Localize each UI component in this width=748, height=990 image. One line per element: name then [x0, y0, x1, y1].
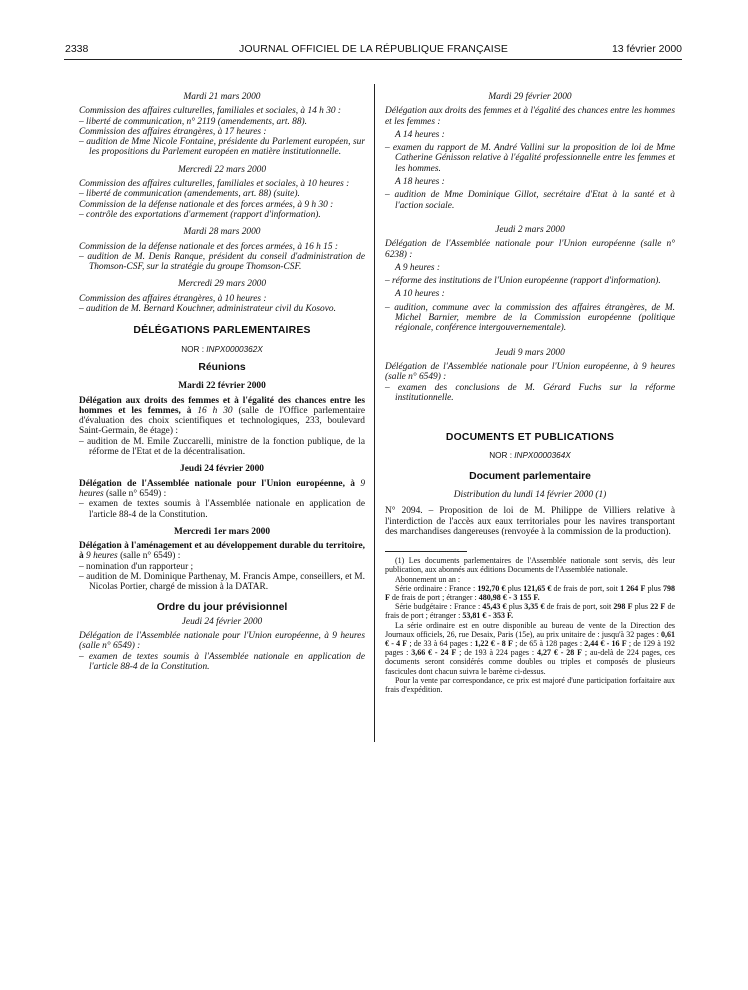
agenda-item: – liberté de communication, n° 2119 (amendements, art. 88).	[79, 116, 308, 127]
date-heading: Mardi 29 février 2000	[488, 92, 572, 102]
time-label: A 10 heures :	[395, 289, 445, 300]
date-heading: Jeudi 2 mars 2000	[495, 224, 565, 235]
date-heading: Jeudi 9 mars 2000	[495, 347, 565, 358]
meeting-item: – nomination d'un rapporteur ;	[79, 561, 194, 572]
section-title: DÉLÉGATIONS PARLEMENTAIRES	[133, 325, 311, 337]
nor-label: NOR :	[181, 344, 204, 354]
agenda-entry: Délégation de l'Assemblée nationale pour l'Union européenne, à 9 heures (salle n° 6549) :	[385, 361, 675, 383]
meeting-entry: Délégation aux droits des femmes et à l'égalité des chances entre les hommes et les femmes, à 16 h 30 (salle de l'Office parlementaire d'évaluation des choix scientifiques et technologiques, 233, boulevard Saint-Germain, 8e étage) :	[79, 395, 366, 437]
agenda-item: – liberté de communication (amendements, art. 88) (suite).	[79, 189, 300, 200]
agenda-item: – audition de Mme Dominique Gillot, secrétaire d'Etat à la santé et à l'action sociale.	[385, 190, 675, 211]
date-heading: Mardi 21 mars 2000	[183, 92, 261, 102]
nor-reference	[79, 345, 365, 355]
agenda-entry: Commission des affaires étrangères, à 17 heures :	[79, 126, 267, 137]
date-heading: Mardi 28 mars 2000	[183, 227, 261, 238]
time-label: A 9 heures :	[395, 262, 441, 273]
nor-code: INPX0000364X	[514, 451, 571, 461]
meeting-item: – audition de M. Emile Zuccarelli, ministre de la fonction publique, de la réforme de l'Etat et de la décentralisation.	[79, 436, 365, 458]
right-column	[385, 92, 675, 694]
agenda-entry: Commission de la défense nationale et des forces armées, à 9 h 30 :	[79, 199, 334, 210]
agenda-item: – examen des conclusions de M. Gérard Fuchs sur la réforme institutionnelle.	[385, 382, 675, 403]
date-heading: Mercredi 1er mars 2000	[173, 526, 271, 537]
date-heading: Mercredi 29 mars 2000	[177, 279, 267, 290]
distribution-date: Distribution du lundi 14 février 2000 (1)	[453, 490, 607, 501]
footnote-text: Abonnement un an :	[395, 574, 461, 584]
meeting-item: – examen de textes soumis à l'Assemblée nationale en application de l'article 88-4 de la Constitution.	[79, 499, 365, 520]
subsection-title: Ordre du jour prévisionnel	[156, 601, 288, 613]
section-title: DOCUMENTS ET PUBLICATIONS	[445, 432, 615, 444]
agenda-item: – examen de textes soumis à l'Assemblée nationale en application de l'article 88-4 de la Constitution.	[79, 651, 365, 673]
footnote-text: Pour la vente par correspondance, ce prix est majoré d'une participation forfaitaire aux frais d'expédition.	[385, 675, 675, 695]
time-label: A 18 heures :	[395, 177, 445, 188]
header-rule	[64, 59, 682, 60]
agenda-item: – audition, commune avec la commission des affaires étrangères, de M. Michel Barnier, membre de la Commission européenne (politique régionale, conférence intergouvernementale).	[385, 302, 675, 334]
agenda-entry: Commission des affaires étrangères, à 10 heures :	[79, 293, 267, 304]
agenda-entry: Commission des affaires culturelles, familiales et sociales, à 10 heures :	[79, 179, 350, 190]
subsection-title: Réunions	[198, 361, 246, 373]
footnote-rule	[385, 551, 467, 552]
date-heading: Jeudi 24 février 2000	[181, 616, 263, 627]
agenda-item: – audition de Mme Nicole Fontaine, présidente du Parlement européen, sur les propositions du Parlement européen en matière institutionnelle.	[79, 137, 365, 158]
footnote	[385, 556, 675, 694]
agenda-item: – réforme des institutions de l'Union européenne (rapport d'information).	[385, 276, 661, 287]
agenda-entry: Délégation de l'Assemblée nationale pour l'Union européenne, à 9 heures (salle n° 6549) :	[79, 631, 365, 652]
date-heading: Jeudi 24 février 2000	[180, 464, 264, 475]
nor-reference	[385, 451, 675, 461]
meeting-entry: Délégation à l'aménagement et au développement durable du territoire, à 9 heures (salle n° 6549) :	[79, 541, 365, 562]
subsection-title: Document parlementaire	[469, 470, 591, 482]
date-heading: Mardi 22 février 2000	[178, 381, 266, 392]
journal-title: JOURNAL OFFICIEL DE LA RÉPUBLIQUE FRANÇAISE	[239, 43, 508, 55]
agenda-entry: Commission de la défense nationale et des forces armées, à 16 h 15 :	[79, 241, 338, 252]
document-entry: N° 2094. – Proposition de loi de M. Philippe de Villiers relative à l'interdiction de l'accès aux eaux territoriales pour les navires transportant des marchandises dangereuses (renvoyée à la commission de la production).	[385, 506, 675, 537]
page-header	[65, 43, 682, 59]
date-heading: Mercredi 22 mars 2000	[177, 164, 267, 175]
column-divider	[374, 84, 375, 742]
agenda-item: – audition de M. Denis Ranque, président du conseil d'administration de Thomson-CSF, sur la stratégie du groupe Thomson-CSF.	[79, 251, 365, 273]
agenda-item: – audition de M. Bernard Kouchner, administrateur civil du Kosovo.	[79, 304, 336, 315]
agenda-entry: Délégation aux droits des femmes et à l'égalité des chances entre les hommes et les femmes :	[385, 106, 675, 127]
meeting-entry: Délégation de l'Assemblée nationale pour l'Union européenne, à 9 heures (salle n° 6549) :	[79, 478, 365, 499]
nor-label: NOR :	[489, 451, 512, 461]
nor-code: INPX0000362X	[206, 344, 263, 354]
issue-date: 13 février 2000	[611, 43, 682, 55]
price-line: La série ordinaire est en outre disponible au bureau de vente de la Direction des Journaux officiels, 26, rue Desaix, Paris (15e), au prix unitaire de : jusqu'à 32 pages : 0,61 € - 4 F ; de 33 à 64 pages : 1,22 € - 8 F ; de 65 à 128 pages : 2,44 € - 16 F ; de 129 à 192 pages : 3,66 € - 24 F ; de 193 à 224 pages : 4,27 € - 28 F ; au-delà de 224 pages, ces documents seront considérés comme doubles ou triples et composés de plusieurs fascicules dont chacun suivra le barème ci-dessus.	[385, 620, 676, 676]
page-number: 2338	[65, 43, 89, 55]
agenda-item: – contrôle des exportations d'armement (rapport d'information).	[79, 209, 321, 220]
agenda-item: – examen du rapport de M. André Vallini sur la proposition de loi de Mme Catherine Génisson relative à l'égalité professionnelle entre les femmes et les hommes.	[385, 143, 675, 174]
price-line: Série budgétaire : France : 45,43 € plus 3,35 € de frais de port, soit 298 F plus 22 F de frais de port ; étranger : 53,81 € - 353 F.	[385, 602, 676, 621]
left-column	[79, 92, 365, 672]
footnote-text: (1) Les documents parlementaires de l'Assemblée nationale sont servis, dès leur publication, aux abonnés aux éditions Documents de l'Assemblée nationale.	[385, 556, 675, 575]
agenda-entry: Commission des affaires culturelles, familiales et sociales, à 14 h 30 :	[79, 106, 342, 117]
agenda-entry: Délégation de l'Assemblée nationale pour l'Union européenne (salle n° 6238) :	[385, 239, 675, 260]
price-line: Série ordinaire : France : 192,70 € plus 121,65 € de frais de port, soit 1 264 F plus 798 F de frais de port ; étranger : 480,98 € - 3 155 F.	[385, 583, 676, 603]
time-label: A 14 heures :	[395, 129, 445, 140]
meeting-item: – audition de M. Dominique Parthenay, M. Francis Ampe, conseillers, et M. Nicolas Portier, chargé de mission à la DATAR.	[79, 571, 365, 593]
